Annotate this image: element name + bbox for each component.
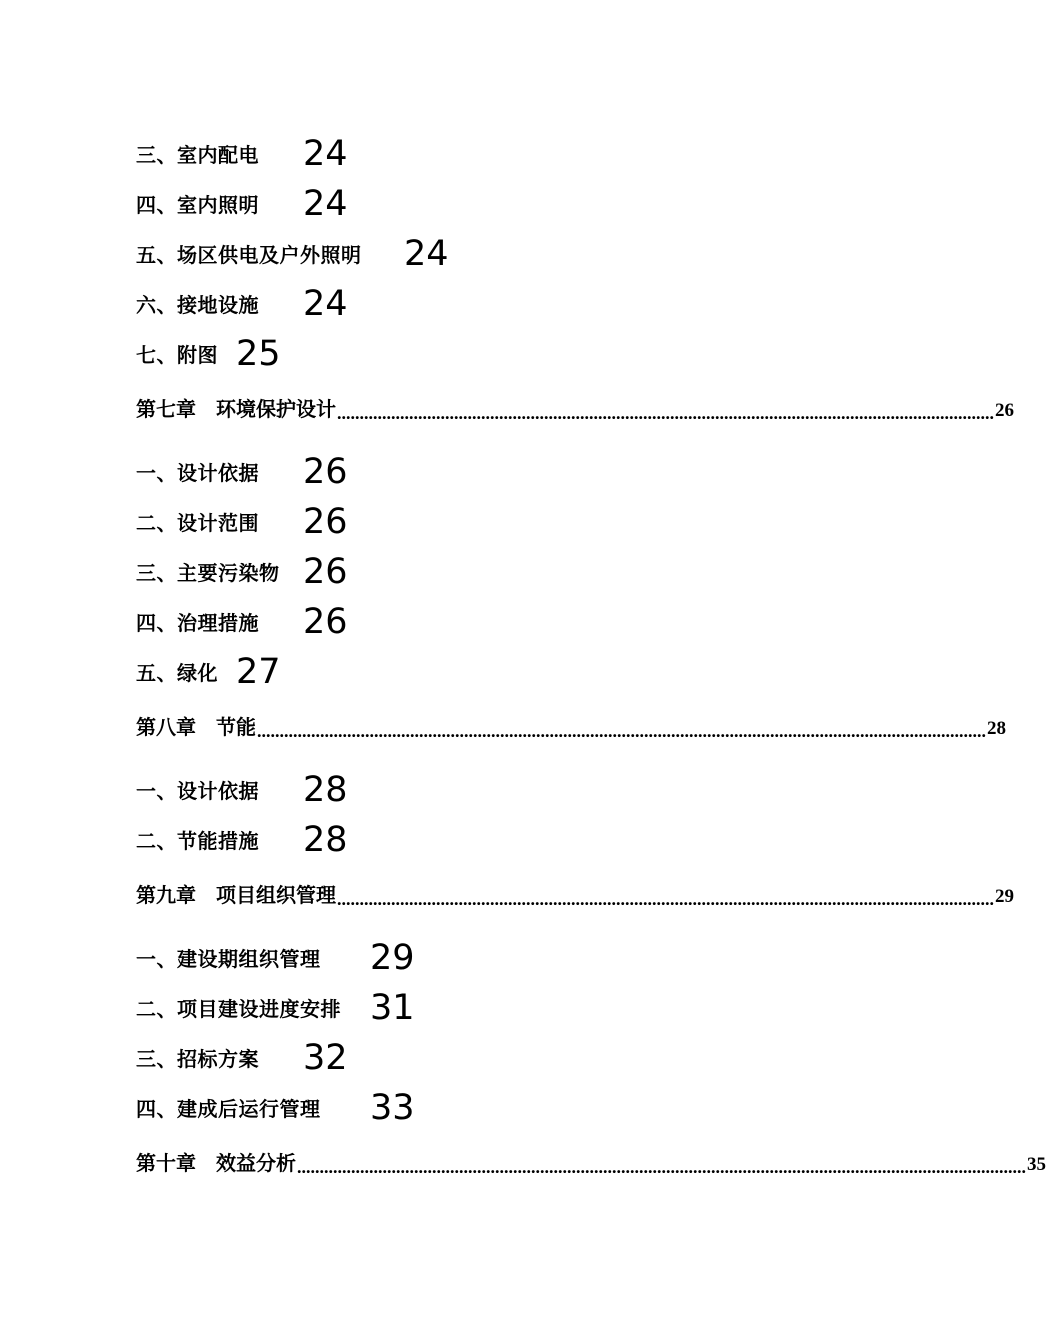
toc-chapter-entry [136,396,1014,423]
toc-entry-page: 25 [236,334,281,374]
toc-chapter-entry [136,882,1014,909]
toc-entry-label: 六、接地设施 [136,293,259,317]
toc-entry-label: 一、设计依据 [136,461,259,485]
toc-dot-leader: .................................................................................................................................................. [337,889,994,909]
toc-dot-leader: .................................................................................................................................................................. [257,721,986,741]
toc-entry-page: 31 [370,988,415,1028]
toc-entry-page: 28 [303,820,348,860]
toc-chapter-label: 第八章 节能 [136,715,256,739]
toc-entry-page: 32 [303,1038,348,1078]
toc-entry-page: 26 [303,502,348,542]
toc-entry-label: 一、设计依据 [136,779,259,803]
toc-entry-page: 26 [303,552,348,592]
toc-chapter-page: 28 [987,718,1006,739]
toc-entry-label: 二、项目建设进度安排 [136,997,341,1021]
toc-chapter-label: 第九章 项目组织管理 [136,883,336,907]
toc-entry-page: 27 [236,652,281,692]
toc-chapter-page: 26 [995,400,1014,421]
toc-entry-page: 29 [370,938,415,978]
toc-entry-page: 28 [303,770,348,810]
toc-entry-label: 一、建设期组织管理 [136,947,321,971]
toc-chapter-entry [136,1150,1046,1177]
toc-entry-page: 24 [303,184,348,224]
toc-entry-label: 七、附图 [136,343,218,367]
toc-entry-page: 26 [303,452,348,492]
toc-entry-label: 四、建成后运行管理 [136,1097,321,1121]
toc-entry-label: 二、设计范围 [136,511,259,535]
toc-entry-label: 五、绿化 [136,661,218,685]
toc-entry-label: 五、场区供电及户外照明 [136,243,362,267]
toc-chapter-entry [136,714,1006,741]
toc-entry-label: 三、招标方案 [136,1047,259,1071]
toc-chapter-label: 第十章 效益分析 [136,1151,296,1175]
toc-entry-label: 三、室内配电 [136,143,259,167]
toc-entry-page: 24 [303,134,348,174]
toc-entry-label: 二、节能措施 [136,829,259,853]
toc-entry-page: 24 [404,234,449,274]
toc-dot-leader: .................................................................................................................................................................. [297,1157,1026,1177]
toc-entry-label: 四、治理措施 [136,611,259,635]
toc-dot-leader: .................................................................................................................................................. [337,403,994,423]
toc-chapter-page: 35 [1027,1154,1046,1175]
toc-chapter-page: 29 [995,886,1014,907]
toc-entry-page: 24 [303,284,348,324]
toc-entry-label: 三、主要污染物 [136,561,280,585]
toc-entry-page: 33 [370,1088,415,1128]
toc-entry-label: 四、室内照明 [136,193,259,217]
toc-chapter-label: 第七章 环境保护设计 [136,397,336,421]
toc-entry-page: 26 [303,602,348,642]
